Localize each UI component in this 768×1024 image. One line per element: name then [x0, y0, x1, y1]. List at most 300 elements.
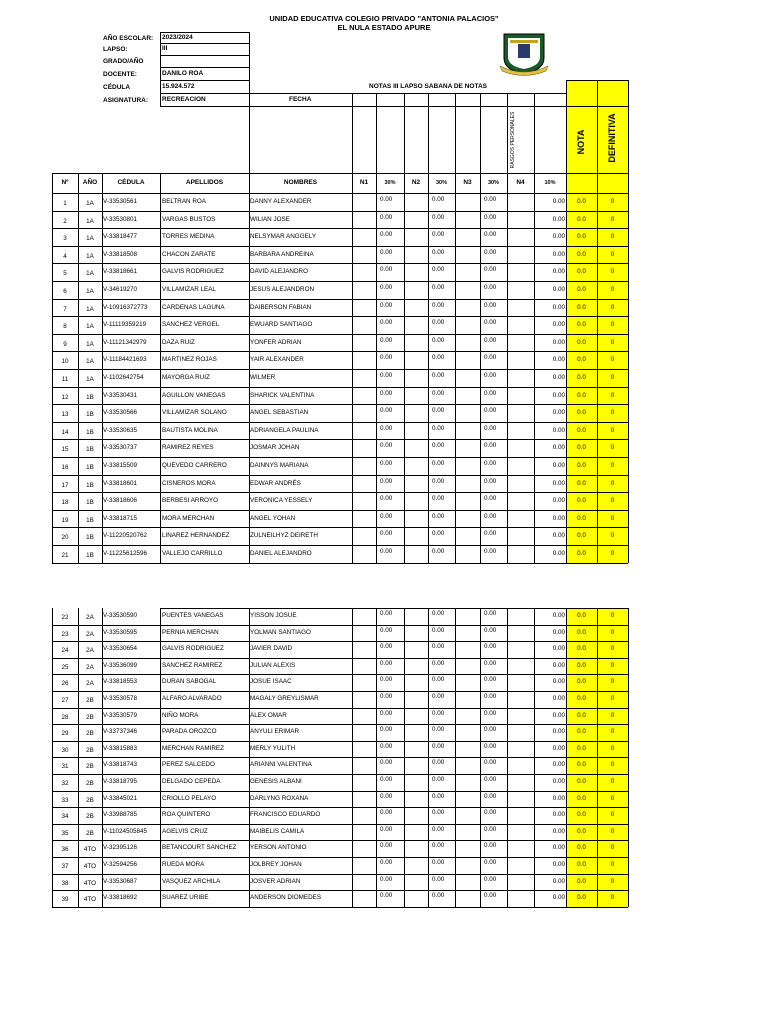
row-apellidos: ALFARO ALVARADO — [162, 695, 222, 702]
row-score-2: 0.00 — [432, 892, 445, 900]
row-score-4: 0.00 — [552, 338, 565, 346]
row-score-2: 0.00 — [432, 407, 445, 415]
row-nota: 0.0 — [577, 462, 586, 469]
row-nombres: NELSYMAR ANGGELY — [250, 233, 317, 241]
row-apellidos: LINAREZ HERNANDEZ — [162, 532, 230, 540]
row-apellidos: CARDENAS LAGUNA — [162, 303, 225, 311]
row-definitiva: 0 — [610, 678, 615, 686]
row-definitiva: 0 — [610, 645, 615, 653]
row-score-2: 0.00 — [432, 676, 445, 684]
row-score-2: 0.00 — [432, 424, 445, 432]
row-year: 1B — [86, 393, 94, 401]
row-score-1: 0.00 — [380, 892, 393, 900]
row-year: 1B — [86, 411, 94, 419]
row-cedula: V-33530578 — [103, 695, 137, 702]
row-definitiva: 0 — [610, 628, 615, 636]
row-score-2: 0.00 — [432, 626, 445, 634]
row-score-2: 0.00 — [432, 842, 445, 850]
row-apellidos: GALVIS RODRIGUEZ — [162, 268, 224, 276]
row-number: 39 — [61, 896, 69, 904]
row-apellidos: DAZA RUIZ — [162, 338, 195, 346]
row-apellidos: VASQUEZ ARCHILA — [162, 877, 221, 885]
row-cedula: V-33818601 — [103, 479, 137, 487]
table-border — [160, 193, 161, 563]
row-number: 14 — [61, 428, 69, 436]
row-score-4: 0.00 — [552, 678, 565, 686]
row-nota: 0.0 — [577, 877, 586, 885]
row-apellidos: SANCHEZ VERGEL — [162, 321, 220, 329]
row-nota: 0.0 — [577, 711, 586, 719]
row-score-1: 0.00 — [380, 284, 393, 291]
row-score-2: 0.00 — [432, 495, 445, 503]
row-score-4: 0.00 — [552, 426, 565, 434]
row-cedula: V-10916372773 — [103, 303, 148, 311]
row-nota: 0.0 — [577, 811, 586, 819]
row-score-3: 0.00 — [484, 709, 497, 717]
column-header-cedula: CÉDULA — [117, 179, 145, 186]
row-score-1: 0.00 — [380, 759, 393, 767]
row-score-1: 0.00 — [380, 336, 393, 344]
row-apellidos: SUAREZ URIBE — [162, 894, 209, 902]
row-year: 2B — [86, 697, 94, 704]
row-definitiva: 0 — [610, 532, 615, 540]
row-score-3: 0.00 — [484, 726, 497, 734]
row-cedula: V-33815883 — [103, 744, 137, 752]
row-nombres: DANNY ALEXANDER — [250, 198, 312, 205]
row-apellidos: VARGAS BUSTOS — [162, 215, 216, 223]
row-score-4: 0.00 — [552, 268, 565, 276]
row-number: 1 — [63, 200, 67, 207]
row-apellidos: MARTINEZ ROJAS — [162, 356, 217, 364]
row-score-1: 0.00 — [380, 442, 393, 450]
row-apellidos: MORA MERCHAN — [162, 514, 215, 522]
row-number: 21 — [61, 552, 69, 559]
row-score-1: 0.00 — [380, 610, 393, 617]
row-score-2: 0.00 — [432, 477, 445, 485]
row-score-2: 0.00 — [432, 859, 445, 866]
row-year: 1B — [86, 534, 94, 542]
row-year: 2B — [86, 713, 94, 721]
row-score-3: 0.00 — [484, 213, 497, 221]
table-border — [160, 563, 628, 564]
row-year: 2A — [86, 663, 94, 671]
row-nota: 0.0 — [577, 444, 586, 452]
row-nota: 0.0 — [577, 744, 586, 752]
row-apellidos: GALVIS RODRIGUEZ — [162, 645, 224, 653]
grado-label: GRADO/AÑO — [103, 58, 144, 65]
row-nombres: YAIR ALEXANDER — [250, 356, 304, 364]
row-cedula: V-33530654 — [103, 645, 137, 653]
row-score-2: 0.00 — [432, 659, 445, 667]
row-cedula: V-33815509 — [103, 462, 137, 469]
row-score-3: 0.00 — [484, 530, 497, 538]
table-border — [534, 193, 535, 563]
row-score-2: 0.00 — [432, 643, 445, 651]
row-score-4: 0.00 — [552, 514, 565, 522]
row-score-4: 0.00 — [552, 303, 565, 311]
row-score-2: 0.00 — [432, 693, 445, 700]
row-year: 2A — [86, 630, 94, 638]
row-definitiva: 0 — [610, 303, 615, 311]
row-number: 6 — [63, 288, 67, 295]
row-score-2: 0.00 — [432, 742, 445, 750]
row-definitiva: 0 — [610, 844, 615, 852]
header-border — [404, 93, 405, 173]
row-score-1: 0.00 — [380, 354, 393, 362]
definitiva-header: DEFINITIVA — [607, 113, 617, 163]
row-score-4: 0.00 — [552, 628, 565, 636]
header-border — [628, 80, 629, 193]
column-header-p3: 30% — [487, 180, 499, 186]
row-nombres: JULIAN ALEXIS — [250, 661, 296, 669]
row-nombres: DAINNYS MARIANA — [250, 462, 309, 469]
column-header-anio: AÑO — [82, 179, 98, 186]
row-score-4: 0.00 — [552, 391, 565, 399]
info-border — [160, 80, 249, 81]
row-score-1: 0.00 — [380, 213, 393, 221]
row-nota: 0.0 — [577, 728, 586, 736]
row-number: 11 — [61, 376, 69, 383]
row-year: 1B — [86, 428, 94, 436]
row-cedula: V-33988785 — [103, 811, 137, 819]
row-apellidos: BAUTISTA MOLINA — [162, 426, 218, 434]
row-score-3: 0.00 — [484, 319, 497, 327]
row-definitiva: 0 — [610, 426, 615, 434]
row-definitiva: 0 — [610, 811, 615, 819]
row-nota: 0.0 — [577, 268, 586, 276]
row-score-3: 0.00 — [484, 460, 497, 467]
header-border — [455, 93, 456, 173]
row-nota: 0.0 — [577, 894, 586, 902]
row-apellidos: SANCHEZ RAMIREZ — [162, 661, 223, 669]
row-apellidos: AGUILLON VANEGAS — [162, 391, 226, 399]
row-year: 1B — [86, 481, 94, 489]
row-score-4: 0.00 — [552, 550, 565, 557]
column-header-n1: N1 — [359, 179, 369, 186]
row-score-1: 0.00 — [380, 407, 393, 415]
row-apellidos: CHACON ZARATE — [162, 250, 216, 258]
row-cedula: V-33818477 — [103, 233, 137, 241]
row-nombres: ZULNEILHYZ DEIRETH — [250, 532, 318, 540]
header-border — [566, 80, 628, 81]
row-score-1: 0.00 — [380, 643, 393, 651]
row-nota: 0.0 — [577, 374, 586, 381]
table-border — [597, 193, 598, 563]
row-score-4: 0.00 — [552, 844, 565, 852]
row-number: 8 — [63, 323, 67, 331]
row-score-1: 0.00 — [380, 875, 393, 883]
row-nota: 0.0 — [577, 321, 586, 329]
row-score-1: 0.00 — [380, 530, 393, 538]
row-score-3: 0.00 — [484, 336, 497, 344]
row-number: 15 — [61, 446, 69, 454]
row-score-2: 0.00 — [432, 196, 445, 203]
row-definitiva: 0 — [610, 695, 615, 702]
row-nota: 0.0 — [577, 612, 586, 619]
table-border — [78, 608, 79, 907]
row-definitiva: 0 — [610, 827, 615, 835]
row-score-3: 0.00 — [484, 892, 497, 900]
row-score-4: 0.00 — [552, 695, 565, 702]
column-header-n4: N4 — [516, 179, 525, 186]
row-nombres: ANGEL YOHAN — [250, 514, 296, 522]
table-border — [597, 608, 598, 907]
row-number: 18 — [61, 499, 69, 507]
info-border — [160, 106, 249, 107]
row-definitiva: 0 — [610, 444, 615, 452]
row-score-2: 0.00 — [432, 213, 445, 221]
row-cedula: V-33737346 — [103, 728, 137, 736]
row-definitiva: 0 — [610, 462, 615, 469]
row-score-3: 0.00 — [484, 442, 497, 450]
row-apellidos: MAYORGA RUIZ — [162, 374, 210, 381]
row-score-4: 0.00 — [552, 250, 565, 258]
row-nombres: DAVID ALEJANDRO — [250, 268, 308, 276]
row-cedula: V-33818692 — [103, 894, 137, 902]
row-number: 17 — [61, 481, 69, 489]
row-cedula: V-33818553 — [103, 678, 137, 686]
row-year: 1B — [86, 499, 94, 507]
table-border — [404, 193, 405, 563]
nota-header: NOTA — [576, 129, 586, 155]
row-score-1: 0.00 — [380, 372, 393, 379]
row-score-4: 0.00 — [552, 711, 565, 719]
row-score-4: 0.00 — [552, 744, 565, 752]
column-header-nombres: NOMBRES — [283, 179, 318, 186]
row-apellidos: PERNIA MERCHAN — [162, 628, 219, 636]
row-year: 2B — [86, 796, 94, 804]
row-definitiva: 0 — [610, 794, 615, 802]
row-cedula: V-33530737 — [103, 444, 137, 452]
row-year: 2A — [86, 647, 94, 655]
row-cedula: V-33530687 — [103, 877, 137, 885]
row-definitiva: 0 — [610, 338, 615, 346]
row-nota: 0.0 — [577, 661, 586, 669]
row-score-4: 0.00 — [552, 374, 565, 381]
docente-value: DANILO ROA — [162, 70, 204, 77]
row-number: 33 — [61, 796, 69, 804]
row-score-4: 0.00 — [552, 462, 565, 469]
row-nombres: DAIBERSON FABIAN — [250, 303, 312, 311]
table-border — [428, 608, 429, 907]
row-apellidos: ROA QUINTERO — [162, 811, 211, 819]
row-score-1: 0.00 — [380, 792, 393, 800]
table-border — [160, 907, 628, 908]
row-nombres: GENESIS ALBANI — [250, 778, 302, 785]
table-border — [404, 608, 405, 907]
row-nota: 0.0 — [577, 426, 586, 434]
row-definitiva: 0 — [610, 894, 615, 902]
row-cedula: V-32395126 — [103, 844, 137, 852]
row-definitiva: 0 — [610, 198, 615, 205]
table-border — [428, 193, 429, 563]
row-nota: 0.0 — [577, 761, 586, 769]
row-score-3: 0.00 — [484, 372, 497, 379]
asignatura-label: ASIGNATURA: — [103, 97, 149, 104]
table-border — [628, 608, 629, 907]
row-definitiva: 0 — [610, 711, 615, 719]
row-score-4: 0.00 — [552, 321, 565, 329]
table-border — [507, 193, 508, 563]
row-nota: 0.0 — [577, 250, 586, 258]
row-number: 25 — [61, 663, 69, 671]
table-border — [566, 193, 567, 563]
row-score-1: 0.00 — [380, 512, 393, 520]
asignatura-value: RECREACION — [162, 96, 206, 103]
row-score-2: 0.00 — [432, 336, 445, 344]
school-location: EL NULA ESTADO APURE — [337, 23, 431, 32]
row-number: 37 — [61, 863, 69, 870]
header-border — [249, 93, 250, 173]
info-border — [160, 55, 249, 56]
row-nota: 0.0 — [577, 827, 586, 835]
table-border — [78, 193, 79, 563]
row-apellidos: DURAN SABOGAL — [162, 678, 217, 686]
fecha-label: FECHA — [289, 96, 312, 103]
info-border — [160, 32, 249, 33]
row-score-3: 0.00 — [484, 301, 497, 309]
lapso-value: III — [162, 45, 168, 52]
row-year: 1A — [86, 376, 94, 383]
row-cedula: V-11220520762 — [103, 532, 148, 540]
row-score-2: 0.00 — [432, 319, 445, 327]
table-border — [352, 608, 353, 907]
row-nombres: VERONICA YESSELY — [250, 497, 313, 505]
row-score-2: 0.00 — [432, 248, 445, 256]
row-score-1: 0.00 — [380, 389, 393, 397]
header-border — [566, 173, 567, 193]
row-nombres: JOSVER ADRIAN — [250, 877, 301, 885]
cedula-value: 15.924.572 — [162, 83, 195, 90]
row-score-3: 0.00 — [484, 610, 497, 617]
row-year: 1B — [86, 552, 94, 559]
row-nota: 0.0 — [577, 303, 586, 311]
table-border — [534, 608, 535, 907]
row-score-2: 0.00 — [432, 389, 445, 397]
row-cedula: V-11225612596 — [103, 550, 148, 557]
rasgos-header: RASGOS PERSONALES — [510, 111, 516, 169]
row-score-3: 0.00 — [484, 626, 497, 634]
row-nombres: JOSMAR JOHAN — [250, 444, 300, 452]
row-number: 38 — [61, 879, 69, 887]
row-definitiva: 0 — [610, 550, 615, 557]
row-nombres: YERSON ANTONIO — [250, 844, 307, 852]
row-definitiva: 0 — [610, 514, 615, 522]
row-score-3: 0.00 — [484, 266, 497, 274]
row-apellidos: PARADA OROZCO — [162, 728, 217, 736]
row-cedula: V-33530561 — [103, 198, 137, 205]
row-score-3: 0.00 — [484, 231, 497, 239]
table-border — [566, 608, 567, 907]
row-cedula: V-33845021 — [103, 794, 137, 802]
row-apellidos: VALLEJO CARRILLO — [162, 550, 223, 557]
table-border — [249, 193, 250, 563]
row-nombres: YOLMAN SANTIAGO — [250, 628, 311, 636]
row-year: 2A — [86, 614, 94, 621]
row-nota: 0.0 — [577, 778, 586, 785]
row-number: 20 — [61, 534, 69, 542]
row-year: 1A — [86, 288, 94, 295]
row-score-4: 0.00 — [552, 198, 565, 205]
row-score-2: 0.00 — [432, 726, 445, 734]
row-score-3: 0.00 — [484, 693, 497, 700]
row-cedula: V-33530431 — [103, 391, 137, 399]
row-score-3: 0.00 — [484, 759, 497, 767]
row-apellidos: PEREZ SALCEDO — [162, 761, 215, 769]
row-score-2: 0.00 — [432, 825, 445, 833]
row-score-2: 0.00 — [432, 266, 445, 274]
table-border — [52, 193, 53, 563]
lapso-label: LAPSO: — [103, 46, 128, 53]
row-score-1: 0.00 — [380, 266, 393, 274]
row-definitiva: 0 — [610, 356, 615, 364]
row-score-4: 0.00 — [552, 356, 565, 364]
row-score-2: 0.00 — [432, 284, 445, 291]
row-cedula: V-11184421693 — [103, 356, 147, 364]
row-nombres: YONFER ADRIAN — [250, 338, 302, 346]
row-score-1: 0.00 — [380, 726, 393, 734]
row-score-1: 0.00 — [380, 809, 393, 817]
row-cedula: V-11121342979 — [103, 338, 147, 346]
row-score-3: 0.00 — [484, 196, 497, 203]
row-year: 2B — [86, 829, 94, 837]
row-score-2: 0.00 — [432, 610, 445, 617]
row-cedula: V-33818508 — [103, 250, 137, 258]
row-score-3: 0.00 — [484, 248, 497, 256]
header-border — [428, 93, 429, 173]
row-score-1: 0.00 — [380, 659, 393, 667]
row-year: 2B — [86, 746, 94, 754]
docente-label: DOCENTE: — [103, 71, 137, 78]
row-nota: 0.0 — [577, 356, 586, 364]
row-cedula: V-11119359219 — [103, 321, 147, 329]
row-number: 30 — [61, 746, 69, 754]
row-number: 23 — [61, 630, 69, 638]
row-score-4: 0.00 — [552, 532, 565, 540]
row-year: 1A — [86, 235, 94, 243]
row-nota: 0.0 — [577, 497, 586, 505]
row-definitiva: 0 — [610, 778, 615, 785]
row-nota: 0.0 — [577, 532, 586, 540]
row-score-3: 0.00 — [484, 859, 497, 866]
row-apellidos: MERCHAN RAMIREZ — [162, 744, 224, 752]
row-definitiva: 0 — [610, 497, 615, 505]
row-definitiva: 0 — [610, 479, 615, 487]
info-border — [160, 32, 161, 106]
row-score-1: 0.00 — [380, 825, 393, 833]
row-score-4: 0.00 — [552, 612, 565, 619]
row-cedula: V-33530566 — [103, 409, 137, 417]
row-number: 22 — [61, 614, 69, 621]
row-score-4: 0.00 — [552, 827, 565, 835]
row-score-3: 0.00 — [484, 548, 497, 555]
row-score-1: 0.00 — [380, 231, 393, 239]
row-score-3: 0.00 — [484, 742, 497, 750]
row-definitiva: 0 — [610, 391, 615, 399]
row-nota: 0.0 — [577, 198, 586, 205]
row-definitiva: 0 — [610, 877, 615, 885]
row-apellidos: QUEVEDO CARRERO — [162, 462, 227, 469]
row-score-3: 0.00 — [484, 424, 497, 432]
row-score-3: 0.00 — [484, 809, 497, 817]
row-year: 1A — [86, 305, 94, 313]
row-score-3: 0.00 — [484, 284, 497, 291]
row-apellidos: CISNEROS MORA — [162, 479, 216, 487]
header-border — [376, 93, 377, 173]
table-border — [352, 193, 353, 563]
row-score-4: 0.00 — [552, 761, 565, 769]
anio-escolar-label: AÑO ESCOLAR: — [103, 35, 154, 42]
